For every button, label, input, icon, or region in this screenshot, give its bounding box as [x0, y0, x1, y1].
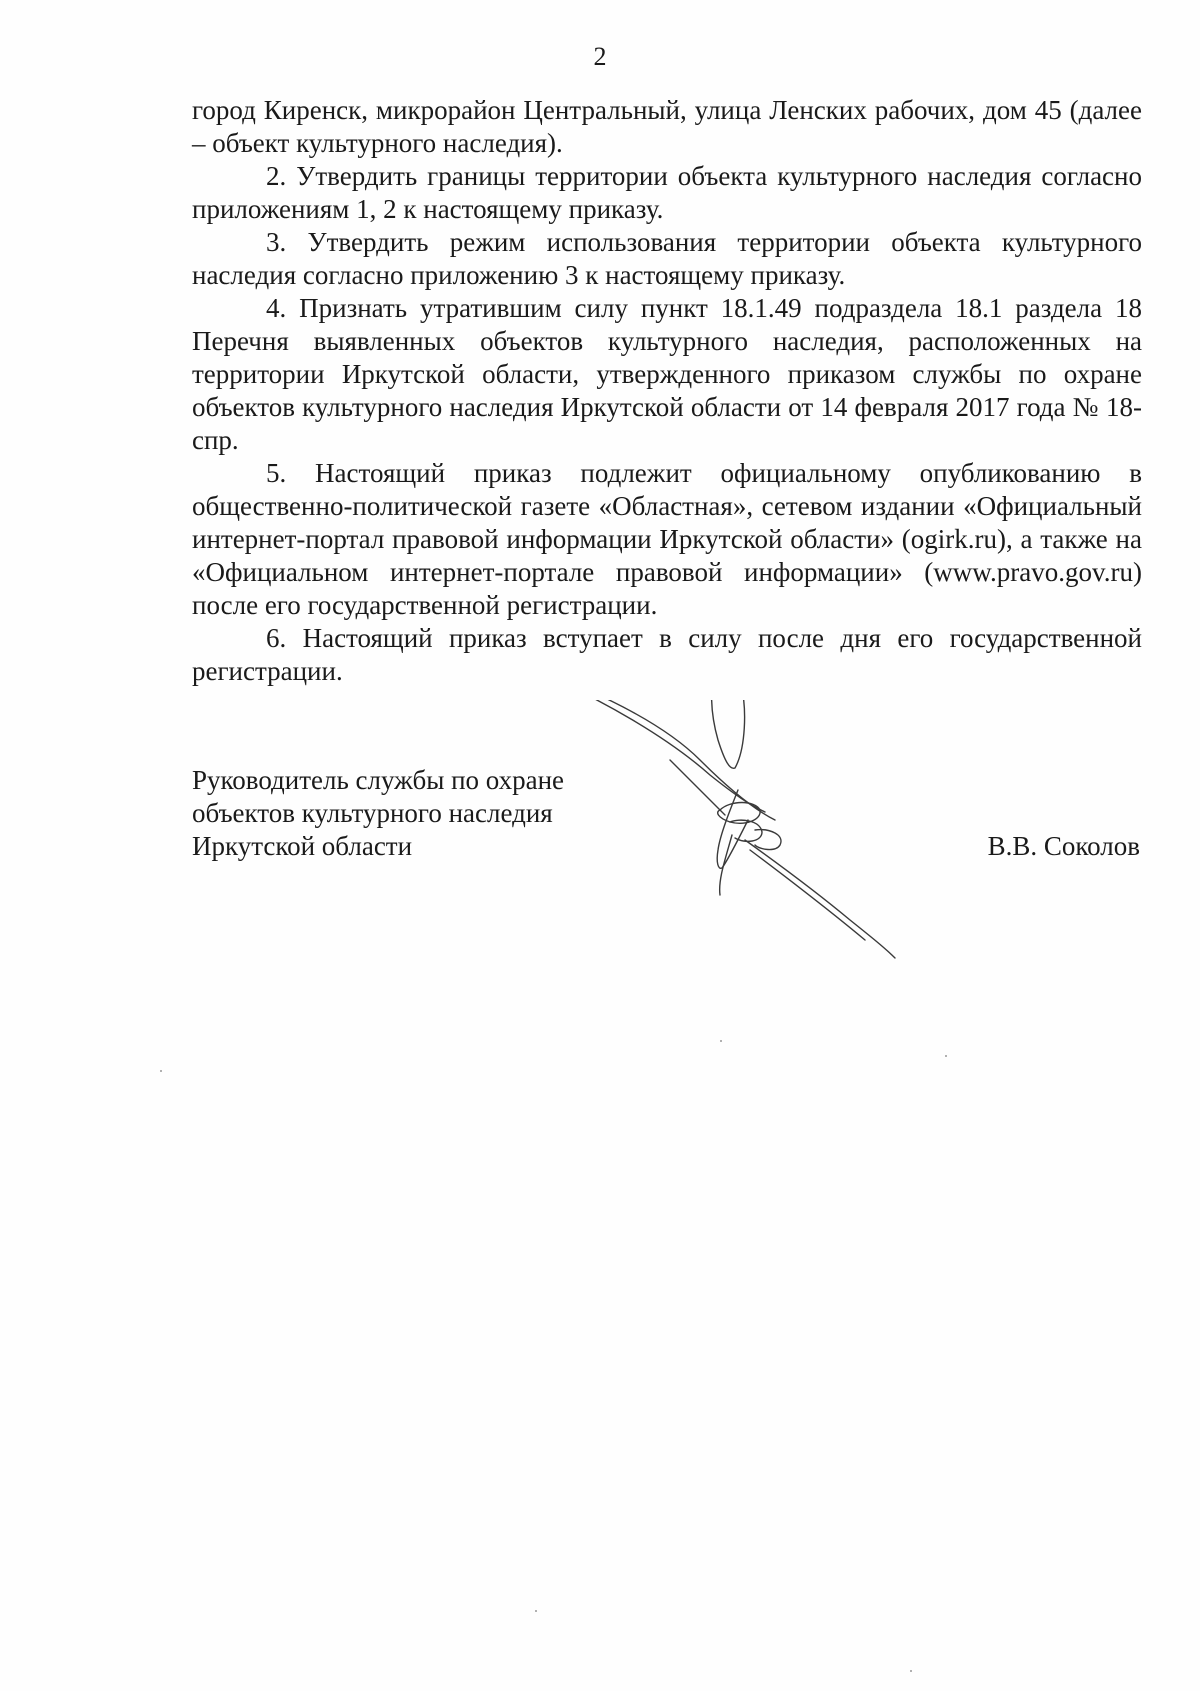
paragraph-address-continuation: город Киренск, микрорайон Центральный, улица Ленских рабочих, дом 45 (далее – объект культурного наследия). — [192, 95, 1142, 158]
paragraph-item-6: 6. Настоящий приказ вступает в силу после дня его государственной регистрации. — [192, 623, 1142, 686]
paragraph-item-2: 2. Утвердить границы территории объекта культурного наследия согласно приложениям 1, 2 к настоящему приказу. — [192, 161, 1142, 224]
signatory-title-line: Иркутской области — [192, 831, 413, 861]
signatory-title-line: объектов культурного наследия — [192, 798, 553, 828]
order-body — [192, 94, 1142, 688]
scan-speck — [720, 1040, 722, 1042]
paragraph-item-5: 5. Настоящий приказ подлежит официальному опубликованию в общественно-политической газете «Областная», сетевом издании «Официальный интернет-портал правовой информации Иркутской области» (ogirk.ru), а также на «Официальном интернет-портале правовой информации» (www.pravo.gov.ru) после его государственной регистрации. — [192, 458, 1142, 620]
scan-speck — [945, 1055, 947, 1057]
signatory-name: В.В. Соколов — [987, 831, 1140, 861]
scan-speck — [535, 1610, 537, 1612]
page-number: 2 — [593, 42, 607, 71]
paragraph-item-4: 4. Признать утратившим силу пункт 18.1.49 подраздела 18.1 раздела 18 Перечня выявленных объектов культурного наследия, расположенных на территории Иркутской области, утвержденного приказом службы по охране объектов культурного наследия Иркутской области от 14 февраля 2017 года № 18-спр. — [192, 293, 1142, 455]
paragraph-item-3: 3. Утвердить режим использования территории объекта культурного наследия согласно приложению 3 к настоящему приказу. — [192, 227, 1142, 290]
handwritten-signature — [550, 700, 950, 1020]
scan-speck — [160, 1070, 162, 1072]
signatory-title-line: Руководитель службы по охране — [192, 765, 565, 795]
signatory-title — [192, 764, 564, 863]
scan-speck — [910, 1670, 912, 1672]
